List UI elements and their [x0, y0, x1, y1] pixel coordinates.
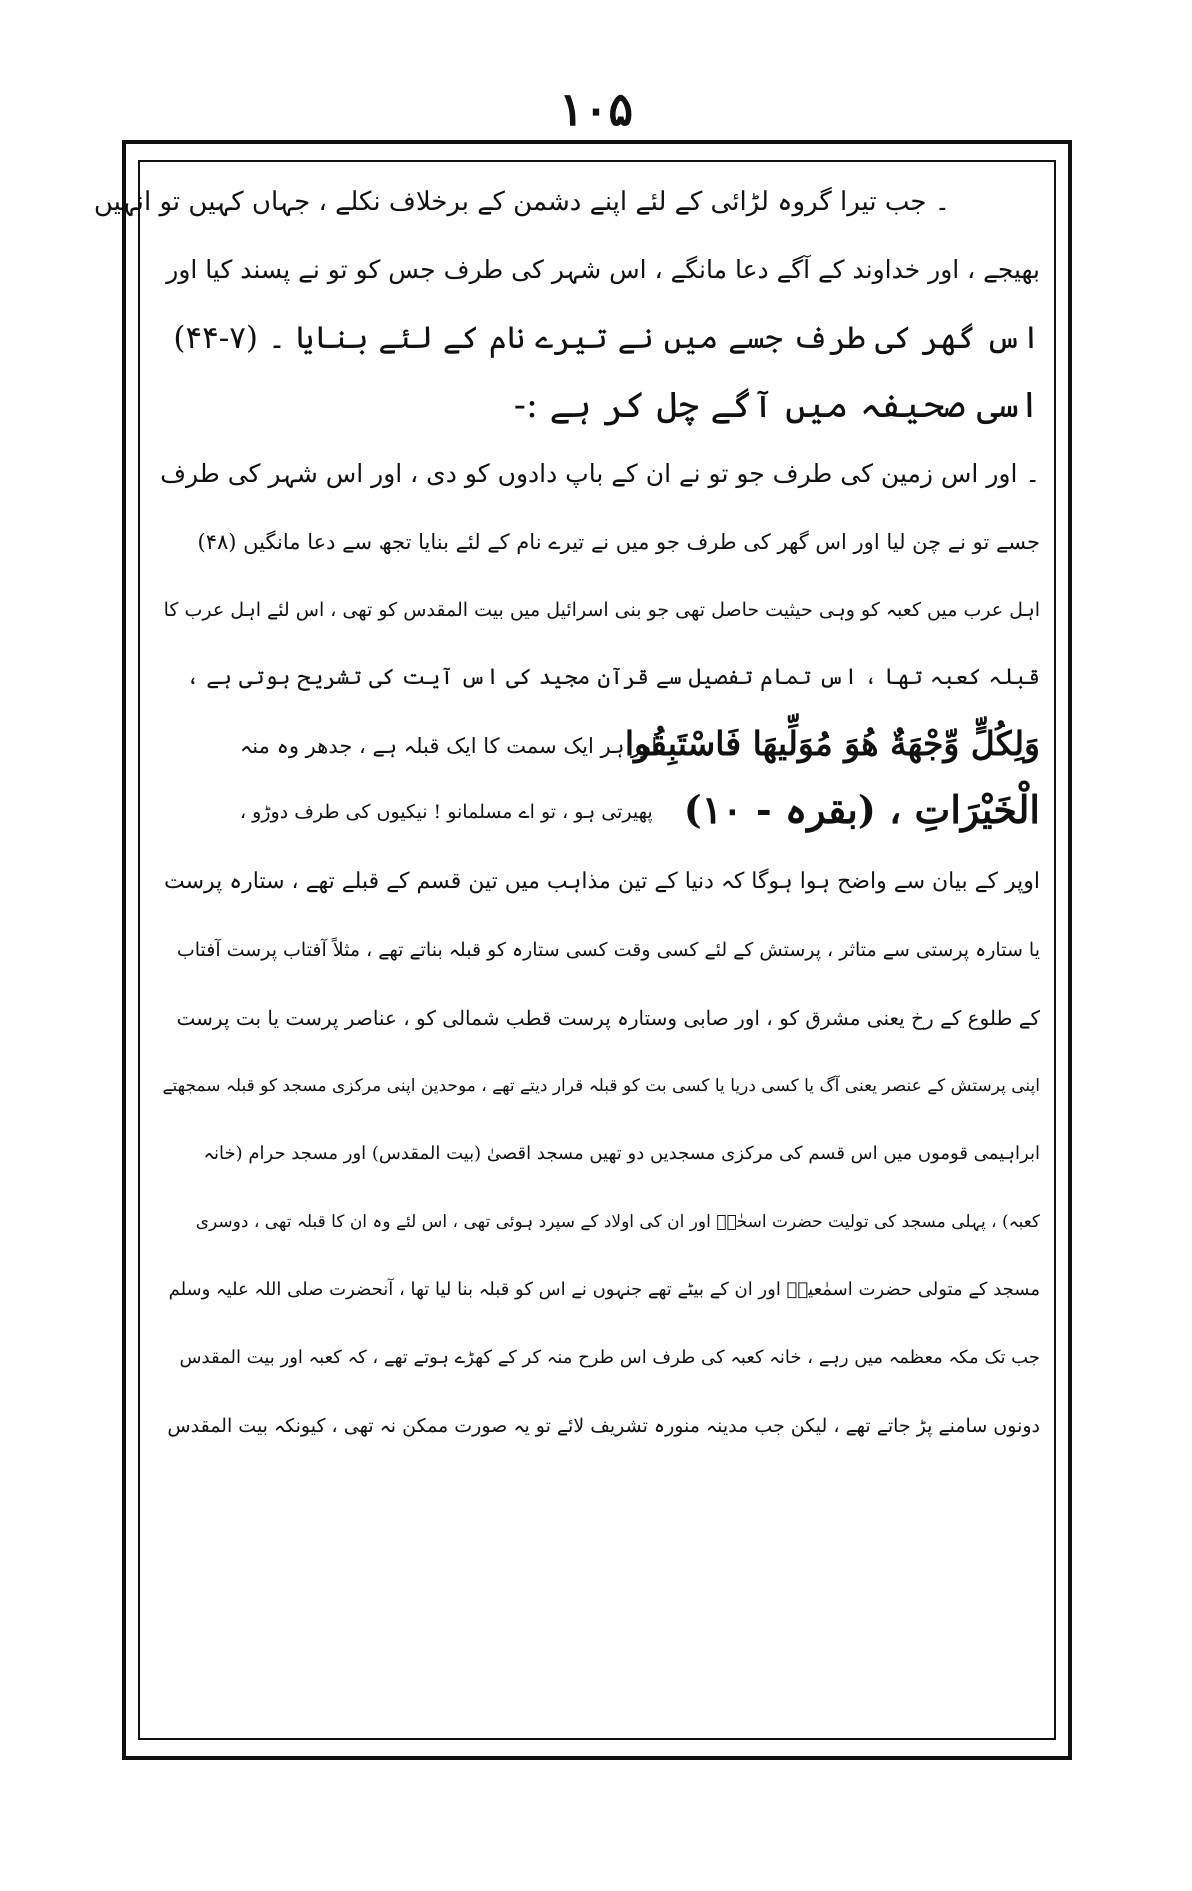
- text-line: اہل عرب میں کعبہ کو وہی حیثیت حاصل تھی جو بنی اسرائیل میں بیت المقدس کو تھی ، اس لئے اہل عرب کا: [163, 599, 1040, 621]
- text-line: کعبہ) ، پہلی مسجد کی تولیت حضرت اسحٰقؑ اور ان کی اولاد کے سپرد ہوئی تھی ، اس لئے وہ ان کا قبلہ تھی ، دوسری: [195, 1212, 1040, 1232]
- verse-row: [160, 782, 1040, 842]
- verse-translation: پھیرتی ہو ، تو اے مسلمانو ! نیکیوں کی طرف دوڑو ،: [240, 801, 653, 823]
- text-line: یا ستارہ پرستی سے متاثر ، پرستش کے لئے کسی وقت کسی ستارہ کو قبلہ بناتے تھے ، مثلاً آفتاب پرست آفتاب: [176, 939, 1040, 961]
- text-line: قبلہ کعبہ تھا ، اس تمام تفصیل سے قرآن مجید کی اس آیت کی تشریح ہوتی ہے ،: [186, 665, 1040, 690]
- text-line: بھیجے ، اور خداوند کے آگے دعا مانگے ، اس شہر کی طرف جس کو تو نے پسند کیا اور: [166, 255, 1040, 284]
- text-line: اسی صحیفہ میں آگے چل کر ہے :-: [513, 385, 1040, 426]
- text-line: اوپر کے بیان سے واضح ہوا ہوگا کہ دنیا کے تین مذاہب میں تین قسم کے قبلے تھے ، ستارہ پرست: [163, 869, 1040, 894]
- text-line: ۔ اور اس زمین کی طرف جو تو نے ان کے باپ دادوں کو دی ، اور اس شہر کی طرف: [160, 459, 1040, 488]
- text-line: اس گھر کی طرف جسے میں نے تیرے نام کے لئے بنایا ۔ (۷-۴۴): [173, 320, 1040, 356]
- text-line: دونوں سامنے پڑ جاتے تھے ، لیکن جب مدینہ منورہ تشریف لائے تو یہ صورت ممکن نہ تھی ، کیونکہ بیت المقدس: [167, 1415, 1040, 1437]
- verse-translation: اور ہر ایک سمت کا ایک قبلہ ہے ، جدھر وہ منہ: [240, 734, 658, 758]
- text-line: جسے تو نے چن لیا اور اس گھر کی طرف جو میں نے تیرے نام کے لئے بنایا تجھ سے دعا مانگیں (۴۸): [197, 530, 1040, 554]
- text-line: ابراہیمی قوموں میں اس قسم کی مرکزی مسجدیں دو تھیں مسجد اقصیٰ (بیت المقدس) اور مسجد حرام (خانہ: [203, 1143, 1040, 1164]
- verse-row: [160, 716, 1040, 776]
- text-line: ۔ جب تیرا گروہ لڑائی کے لئے اپنے دشمن کے برخلاف نکلے ، جہاں کہیں تو انہیں: [93, 187, 950, 217]
- text-line: جب تک مکہ معظمہ میں رہے ، خانہ کعبہ کی طرف اس طرح منہ کر کے کھڑے ہوتے تھے ، کہ کعبہ اور بیت المقدس: [179, 1347, 1040, 1368]
- text-line: مسجد کے متولی حضرت اسمٰعیلؑ اور ان کے بیٹے تھے جنہوں نے اس کو قبلہ بنا لیا تھا ، آنحضرت صلی اللہ علیہ وسلم: [168, 1279, 1040, 1300]
- page-number: ۱۰۵: [558, 82, 634, 136]
- text-line: کے طلوع کے رخ یعنی مشرق کو ، اور صابی وستارہ پرست قطب شمالی کو ، عناصر پرست یا بت پرست: [176, 1006, 1040, 1030]
- text-line: اپنی پرستش کے عنصر یعنی آگ یا کسی دریا یا کسی بت کو قبلہ قرار دیتے تھے ، موحدین اپنی مرکزی مسجد کو قبلہ سمجھتے: [162, 1076, 1040, 1096]
- arabic-verse: الْخَيْرَاتِ ، (بقرہ - ۱۰): [683, 787, 1040, 832]
- arabic-verse: وَلِكُلٍّ وِّجْهَةٌ هُوَ مُوَلِّيهَا فَاسْتَبِقُوا: [624, 724, 1040, 763]
